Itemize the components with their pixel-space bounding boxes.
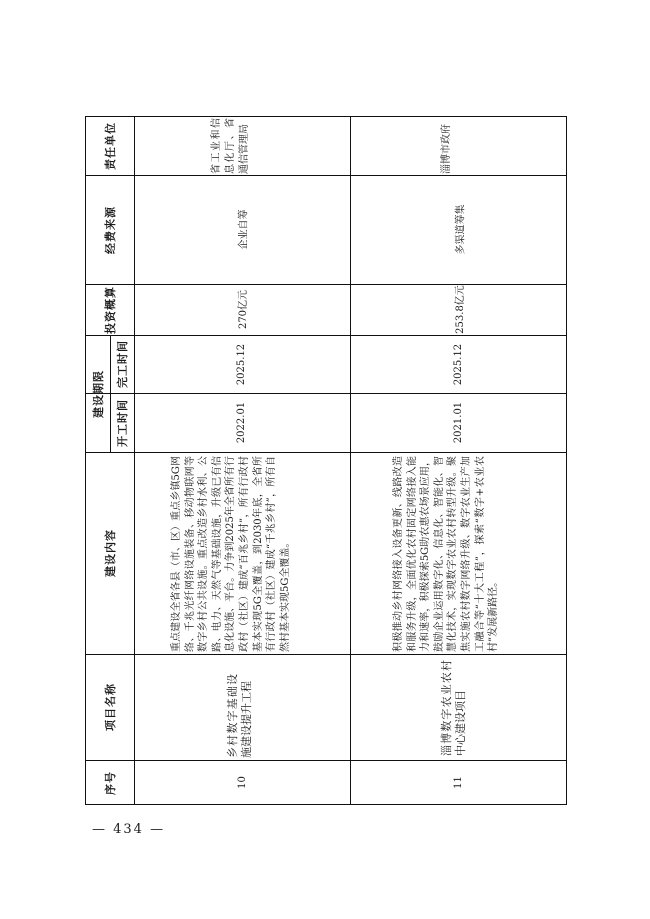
header-seq: 序号 bbox=[103, 770, 117, 795]
row-invest: 253.8亿元 bbox=[454, 285, 466, 334]
row-fund: 企业自筹 bbox=[238, 209, 250, 250]
row-start: 2022.01 bbox=[236, 401, 248, 444]
row-invest: 270亿元 bbox=[238, 289, 250, 330]
page-number: — 434 — bbox=[92, 822, 166, 837]
header-fund: 经费来源 bbox=[103, 205, 117, 254]
row-start: 2021.01 bbox=[452, 401, 464, 444]
row-seq: 11 bbox=[452, 776, 464, 789]
table-rule bbox=[85, 654, 567, 655]
header-start: 开工时间 bbox=[116, 398, 129, 447]
row-content: 重点建设全省各县（市、区）重点乡镇5G网络、千兆光纤网络设施装备、移动物联网等数字乡村公共设施。重点改造乡村水利、公路、电力、天然气等基础设施，升级已有信息化设施、平台。力争到2025年全省所有行政村（社区）建成“百兆乡村”，所有行政村基本实现5G全覆盖，到2030年底，全省所有行政村（社区）建成“千兆乡村”，所有自然村基本实现5G全覆盖。 bbox=[171, 456, 291, 652]
row-unit: 省工业和信息化厅、省通信管理局 bbox=[211, 118, 250, 174]
row-end: 2025.12 bbox=[452, 343, 464, 385]
row-seq: 10 bbox=[236, 776, 248, 789]
table-rule bbox=[85, 452, 567, 453]
row-name: 乡村数字基础设施建设提升工程 bbox=[226, 674, 253, 758]
header-name: 项目名称 bbox=[103, 683, 117, 731]
header-end: 完工时间 bbox=[116, 340, 129, 388]
header-unit: 责任单位 bbox=[103, 121, 117, 170]
row-unit: 淄博市政府 bbox=[441, 124, 452, 174]
row-fund: 多渠道筹集 bbox=[455, 204, 466, 255]
header-invest: 投资概算 bbox=[103, 285, 117, 334]
header-content: 建设内容 bbox=[103, 529, 117, 577]
header-period: 建设期限 bbox=[91, 369, 105, 418]
row-content: 积极推动乡村网络接入设备更新、线路改造和服务升级，全面优化农村固定网络接入能力和速率，积极探索5G助农惠农场景应用，鼓励企业运用数字化、信息化、智能化、智慧化技术，实现数字农业农村转型升级。聚焦实施农村数字网络升级、数字农业生产加工融合等“十大工程”，探索“数字+农业农村”发展新路径。 bbox=[393, 456, 500, 652]
row-end: 2025.12 bbox=[236, 343, 248, 385]
row-name: 淄博数字农业农村中心建设项目 bbox=[440, 660, 467, 756]
